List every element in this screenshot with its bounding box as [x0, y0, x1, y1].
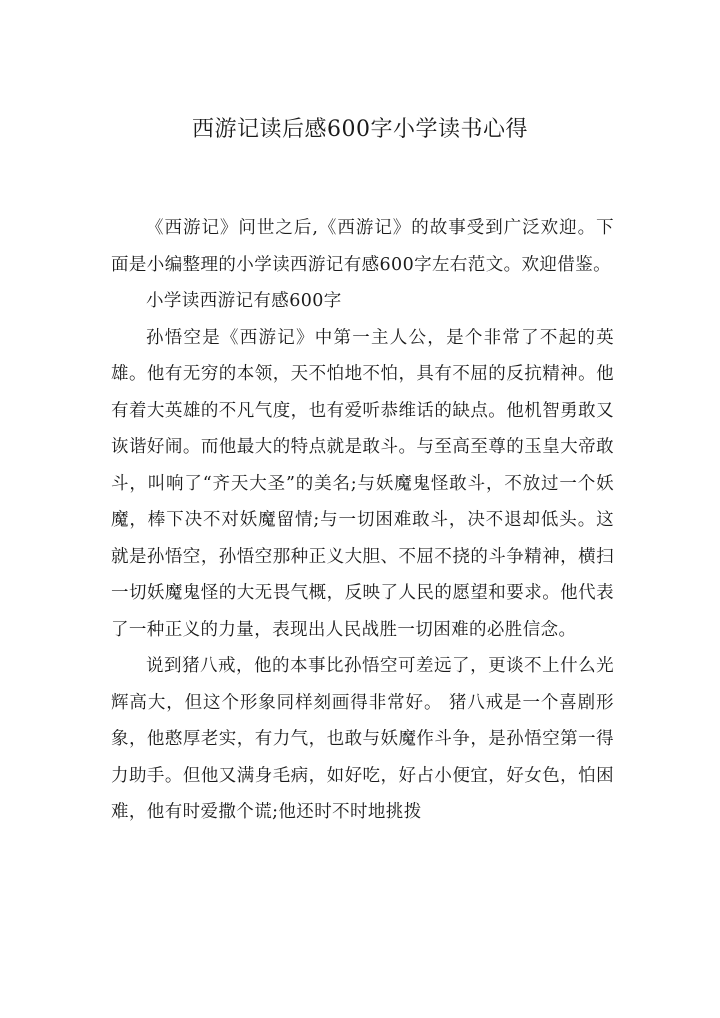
paragraph-intro: 《西游记》问世之后,《西游记》的故事受到广泛欢迎。下面是小编整理的小学读西游记有感600字左右范文。欢迎借鉴。: [111, 218, 614, 275]
document-title: 西游记读后感600字小学读书心得: [192, 117, 528, 142]
paragraph-zhu-bajie: 说到猪八戒，他的本事比孙悟空可差远了，更谈不上什么光辉高大，但这个形象同样刻画得非常好。 猪八戒是一个喜剧形象，他憨厚老实，有力气，也敢与妖魔作斗争，是孙悟空第一得力助手。但他又满身毛病，如好吃，好占小便宜，好女色，怕困难，他有时爱撒个谎;他还时不时地挑拨: [111, 656, 614, 822]
paragraph-subheading: 小学读西游记有感600字: [146, 291, 342, 311]
paragraph-sun-wukong: 孙悟空是《西游记》中第一主人公，是个非常了不起的英雄。他有无穷的本领，天不怕地不怕，具有不屈的反抗精神。他有着大英雄的不凡气度，也有爱听恭维话的缺点。他机智勇敢又诙谐好闹。而他最大的特点就是敢斗。与至高至尊的玉皇大帝敢斗，叫响了“齐天大圣”的美名;与妖魔鬼怪敢斗，不放过一个妖魔，棒下决不对妖魔留情;与一切困难敢斗，决不退却低头。这就是孙悟空，孙悟空那种正义大胆、不屈不挠的斗争精神，横扫一切妖魔鬼怪的大无畏气概，反映了人民的愿望和要求。他代表了一种正义的力量，表现出人民战胜一切困难的必胜信念。: [111, 327, 614, 640]
document-body: [111, 210, 614, 831]
